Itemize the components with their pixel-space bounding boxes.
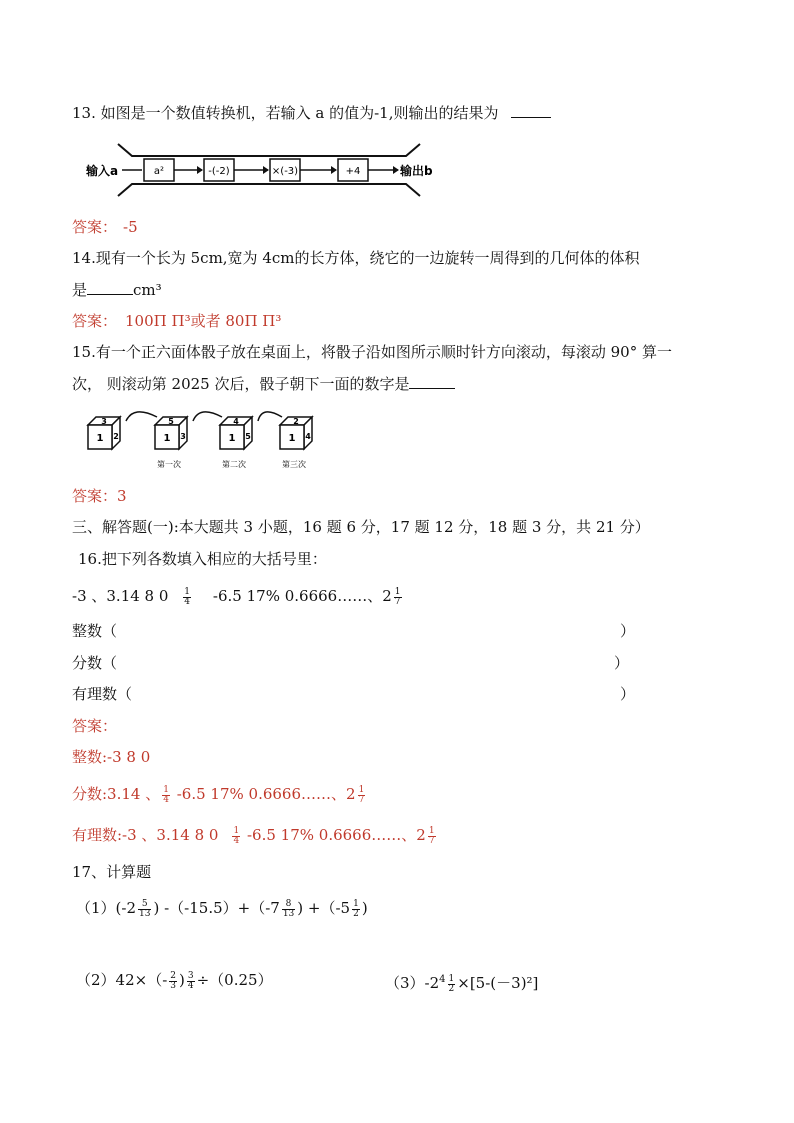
- diagram-step-label: -(-2): [208, 166, 230, 177]
- die-top-number: 3: [101, 417, 107, 426]
- q13-answer: [72, 217, 138, 237]
- diagram-step-label: +4: [345, 166, 361, 177]
- section-3-heading: 三、解答题(一):本大题共 3 小题，16 题 6 分，17 题 12 分，18 题 3 分，共 21 分）: [72, 518, 650, 536]
- fraction: $\frac{1}{2}$: [353, 898, 359, 919]
- question-14-cont: [72, 280, 162, 300]
- answer-label: 答案：: [72, 312, 118, 330]
- fraction: $\frac{1}{4}$: [233, 825, 240, 846]
- diagram-output-label: 输出b: [400, 164, 433, 178]
- fraction: $\frac{5}{13}$: [139, 898, 151, 919]
- integer-label: 整数（: [72, 622, 118, 640]
- rational-brace: [72, 684, 132, 704]
- die-side-number: 4: [305, 432, 311, 441]
- question-15-cont: [72, 374, 455, 394]
- q17-part-2: （2）42×（- $\frac{2}{3}$ ) $\frac{3}{4}$ ÷（0.25）: [76, 970, 273, 991]
- fraction: $\frac{1}{4}$: [184, 586, 190, 607]
- answer-value: 3: [117, 487, 127, 505]
- die-top-number: 4: [233, 417, 239, 426]
- question-17-title: 17、计算题: [72, 863, 152, 881]
- die-roll-label: 第二次: [222, 460, 246, 469]
- fraction-label: 分数（: [72, 654, 118, 672]
- question-15: 15.有一个正六面体骰子放在桌面上，将骰子沿如图所示顺时针方向滚动，每滚动 90° 算一: [72, 343, 672, 361]
- die-front-number: 1: [163, 433, 171, 444]
- fraction-brace: [72, 653, 117, 673]
- arrowhead: [393, 166, 399, 174]
- die-side-number: 2: [113, 432, 119, 441]
- unit: cm³: [133, 281, 162, 299]
- fraction: $\frac{1}{2}$: [448, 973, 455, 994]
- number-list: [72, 586, 404, 607]
- conversion-machine-diagram: [82, 138, 452, 202]
- fraction: $\frac{3}{4}$: [187, 970, 194, 991]
- question-16: 16.把下列各数填入相应的大括号里：: [78, 550, 327, 568]
- answer-blank: [409, 374, 455, 389]
- dice-rolling-diagram: [80, 405, 360, 475]
- answer-value: -5: [123, 218, 138, 236]
- roll-arrow: [258, 412, 282, 421]
- answer-integers: 整数:-3 8 0: [72, 748, 151, 766]
- fraction: $\frac{1}{7}$: [428, 825, 435, 846]
- answer-rationals: 有理数:-3 、3.14 8 0 $\frac{1}{4}$ -6.5 17% 0.6666……、2 $\frac{1}{7}$: [72, 825, 435, 846]
- close-paren: ）: [614, 654, 630, 672]
- numbers-part-b: -6.5 17% 0.6666……、2: [212, 587, 392, 605]
- fraction: $\frac{1}{4}$: [163, 784, 169, 805]
- die-front-number: 1: [96, 433, 104, 444]
- question-15-text2: 次， 则滚动第 2025 次后，骰子朝下一面的数字是: [72, 375, 410, 393]
- diagram-step-label: a²: [153, 166, 165, 177]
- answer-value: 100Π Π³或者 80Π Π³: [125, 312, 282, 330]
- q15-answer: [72, 486, 127, 506]
- question-13-text: 13. 如图是一个数值转换机，若输入 a 的值为-1,则输出的结果为: [72, 104, 499, 122]
- die-front-number: 1: [288, 433, 296, 444]
- q17-part-1: （1）(-2 $\frac{5}{13}$ ) -（-15.5）+（-7 $\frac{8}{13}$ ) +（-5 $\frac{1}{2}$ ): [76, 898, 368, 919]
- die-roll-label: 第三次: [282, 460, 306, 469]
- die-top-number: 2: [293, 417, 299, 426]
- q16-answer-label: 答案：: [72, 717, 118, 735]
- fraction: $\frac{2}{3}$: [170, 970, 177, 991]
- arrowhead: [197, 166, 203, 174]
- q14-answer: [72, 311, 281, 331]
- die-top-number: 5: [168, 417, 174, 426]
- answer-blank: [511, 103, 551, 118]
- numbers-part-a: -3 、3.14 8 0: [72, 587, 169, 605]
- close-paren: ）: [620, 685, 636, 703]
- answer-label: 答案：: [72, 487, 118, 505]
- fraction: $\frac{1}{7}$: [394, 586, 401, 607]
- rational-label: 有理数（: [72, 685, 133, 703]
- die-side-number: 3: [180, 432, 186, 441]
- question-14-text2: 是: [72, 281, 88, 299]
- answer-label: 答案：: [72, 218, 118, 236]
- answer-blank: [87, 280, 133, 295]
- die-roll-label: 第一次: [157, 460, 181, 469]
- question-14: 14.现有一个长为 5cm,宽为 4cm的长方体，绕它的一边旋转一周得到的几何体的体积: [72, 249, 640, 267]
- close-paren: ）: [620, 622, 636, 640]
- roll-arrow: [193, 412, 222, 421]
- arrowhead: [331, 166, 337, 174]
- question-13: [72, 103, 551, 123]
- diagram-input-label: 输入a: [86, 164, 119, 178]
- fraction: $\frac{1}{7}$: [358, 784, 365, 805]
- die-side-number: 5: [245, 432, 251, 441]
- fraction: $\frac{8}{13}$: [282, 898, 295, 919]
- q17-part-3: $(3)-2^4$ $\frac{1}{2}$ ×[5-(－3)²]: [385, 973, 539, 994]
- answer-fractions: 分数:3.14 、 $\frac{1}{4}$ -6.5 17% 0.6666……、2 $\frac{1}{7}$: [72, 784, 365, 805]
- roll-arrow: [126, 412, 157, 421]
- diagram-step-label: ×(-3): [271, 166, 299, 177]
- die-front-number: 1: [228, 433, 236, 444]
- arrowhead: [263, 166, 269, 174]
- integer-brace: [72, 621, 117, 641]
